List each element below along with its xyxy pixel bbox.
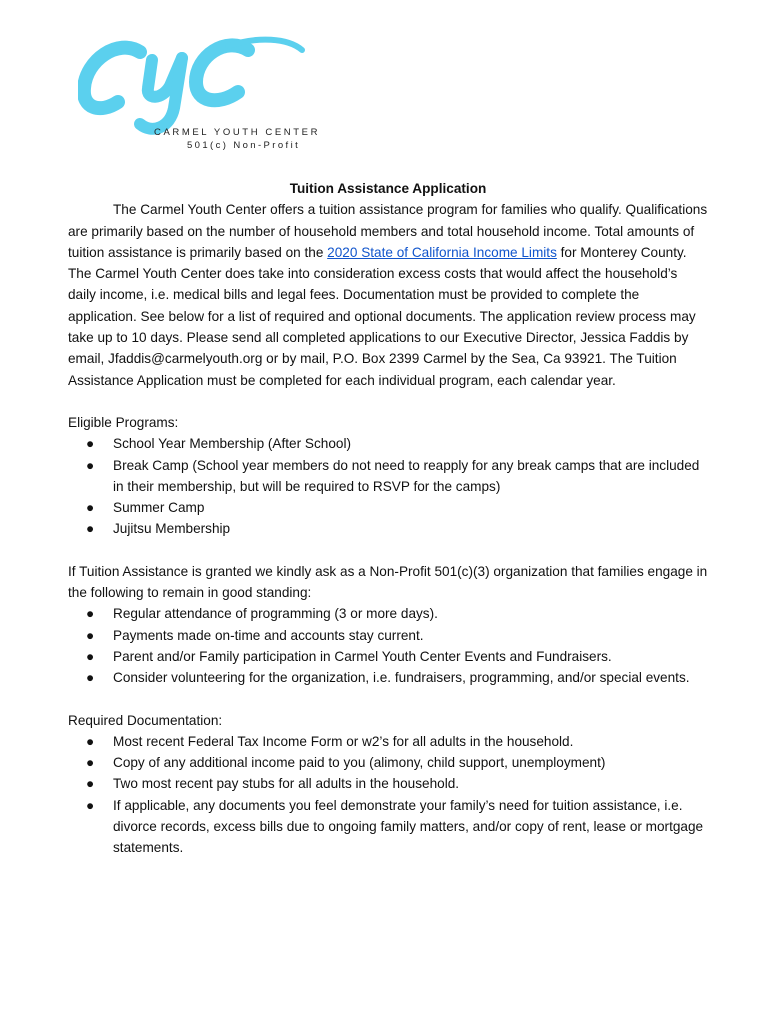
- list-item: [68, 731, 708, 752]
- eligible-programs-list: [68, 433, 708, 539]
- good-standing-paragraph: If Tuition Assistance is granted we kindly ask as a Non-Profit 501(c)(3) organization that families engage in the following to remain in good standing:: [68, 563, 708, 601]
- income-limits-link[interactable]: 2020 State of California Income Limits: [327, 244, 557, 260]
- list-item: [68, 433, 708, 454]
- document-title: Tuition Assistance Application: [289, 181, 487, 196]
- list-item: [68, 625, 708, 646]
- list-item-text: Regular attendance of programming (3 or more days).: [113, 606, 438, 622]
- list-item: [68, 603, 708, 624]
- list-item-text: Summer Camp: [113, 500, 205, 516]
- bullet-icon: ●: [86, 755, 95, 771]
- intro-text-end: for Monterey County. The Carmel Youth Center does take into consideration excess costs that would affect the household’s daily income, i.e. medical bills and legal fees. Documentation must be provided to complete the application. See below for a list of required and optional documents. The application review process may take up to 10 days. Please send all completed applications to our Executive Director, Jessica Faddis by email, Jfaddis@carmelyouth.org or by mail, P.O. Box 2399 Carmel by the Sea, Ca 93921. The Tuition Assistance Application must be completed for each individual program, each calendar year.: [68, 244, 696, 388]
- good-standing-list: [68, 603, 708, 688]
- required-documentation-list: [68, 731, 708, 859]
- eligible-programs-heading: Eligible Programs:: [68, 414, 179, 430]
- logo-org-name: CARMEL YOUTH CENTER: [154, 127, 321, 138]
- bullet-icon: ●: [86, 500, 95, 516]
- list-item-text: Copy of any additional income paid to you (alimony, child support, unemployment): [113, 755, 606, 771]
- list-item-text: If applicable, any documents you feel demonstrate your family’s need for tuition assistance, i.e. divorce records, excess bills due to ongoing family matters, and/or copy of rent, lease or mortgage statements.: [113, 797, 704, 856]
- bullet-icon: ●: [86, 436, 95, 452]
- list-item: [68, 752, 708, 773]
- bullet-icon: ●: [86, 606, 95, 622]
- bullet-icon: ●: [86, 648, 95, 664]
- list-item: [68, 497, 708, 518]
- list-item-text: Payments made on-time and accounts stay current.: [113, 627, 424, 643]
- bullet-icon: ●: [86, 521, 95, 537]
- list-item: [68, 667, 708, 688]
- list-item-text: Parent and/or Family participation in Carmel Youth Center Events and Fundraisers.: [113, 648, 612, 664]
- logo-org-status: 501(c) Non-Profit: [187, 140, 301, 151]
- cyc-logo: [78, 30, 321, 160]
- bullet-icon: ●: [86, 457, 95, 473]
- list-item: [68, 795, 708, 859]
- list-item: [68, 773, 708, 794]
- list-item-text: Two most recent pay stubs for all adults in the household.: [113, 776, 460, 792]
- list-item-text: Most recent Federal Tax Income Form or w2’s for all adults in the household.: [113, 733, 574, 749]
- bullet-icon: ●: [86, 733, 95, 749]
- list-item-text: Jujitsu Membership: [113, 521, 231, 537]
- bullet-icon: ●: [86, 797, 95, 813]
- required-documentation-heading: Required Documentation:: [68, 712, 223, 728]
- bullet-icon: ●: [86, 627, 95, 643]
- list-item: [68, 455, 708, 498]
- bullet-icon: ●: [86, 776, 95, 792]
- intro-text-start: The Carmel Youth Center offers a tuition assistance program for families who qualify. Qualifications are primarily based on the number of household members and total household income. Total amounts of tuition assistance is primarily based on the: [68, 202, 708, 260]
- list-item-text: School Year Membership (After School): [113, 436, 352, 452]
- list-item-text: Break Camp (School year members do not need to reapply for any break camps that are included in their membership, but will be required to RSVP for the camps): [113, 457, 700, 494]
- intro-paragraph: [68, 199, 708, 391]
- list-item-text: Consider volunteering for the organization, i.e. fundraisers, programming, and/or special events.: [113, 670, 690, 686]
- document-body: [68, 178, 708, 859]
- list-item: [68, 646, 708, 667]
- list-item: [68, 518, 708, 539]
- cyc-logo-mark: [78, 30, 308, 142]
- bullet-icon: ●: [86, 670, 95, 686]
